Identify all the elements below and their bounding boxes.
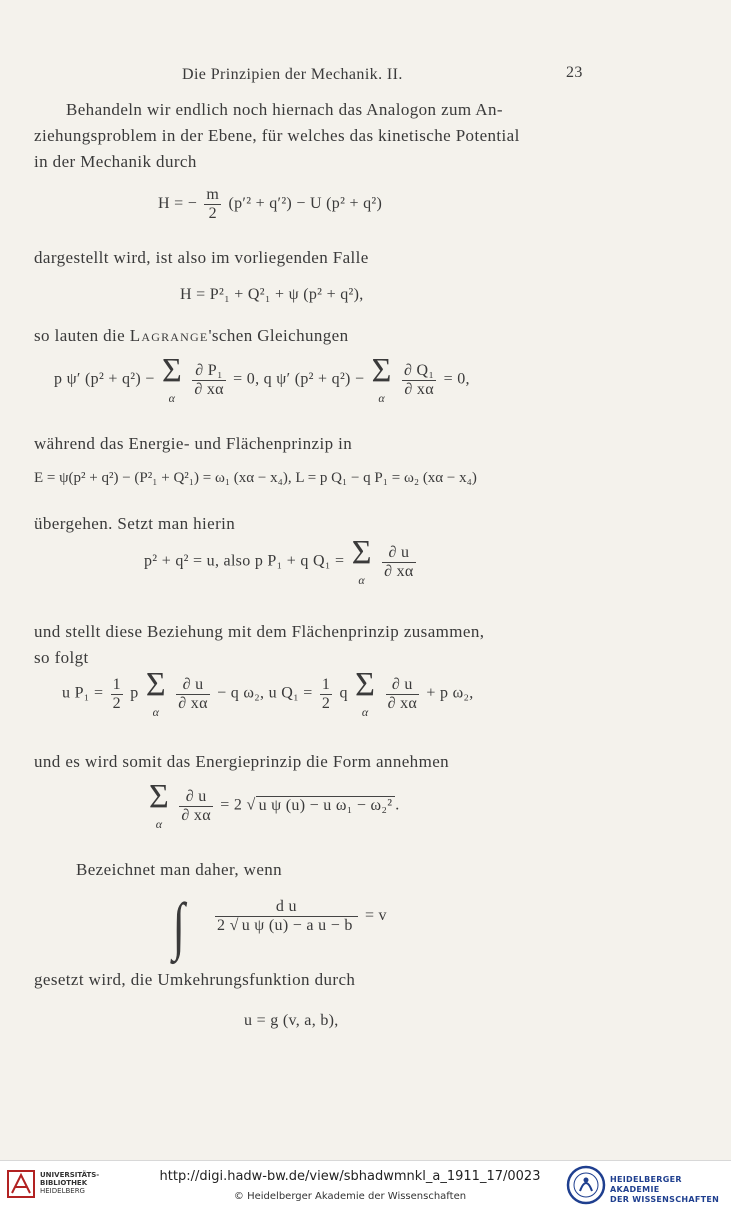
equation-text: = 2 [220, 796, 243, 814]
equation-hamiltonian [158, 186, 382, 223]
fraction [111, 676, 123, 713]
sigma-symbol: Σ [351, 534, 372, 571]
fraction [215, 898, 358, 935]
sum-index: α [168, 391, 176, 405]
equation-energy-form [146, 778, 400, 831]
sigma-symbol: Σ [371, 352, 392, 389]
denominator: ∂ xα [384, 562, 414, 580]
logo-line: BIBLIOTHEK [40, 1179, 88, 1187]
sqrt-radicand: u ψ (u) − u ω₁ − ω₂² [256, 796, 396, 814]
paragraph-line: ziehungsproblem in der Ebene, für welches das kinetische Potential [34, 126, 520, 145]
sum-index: α [378, 391, 385, 405]
sqrt-sign: √ [246, 796, 256, 814]
sum-index: α [155, 817, 163, 831]
equation-substitution [144, 534, 419, 587]
paragraph-line: Behandeln wir endlich noch hiernach das Analogon zum An- [66, 100, 503, 119]
fraction [320, 676, 332, 713]
sigma-symbol: Σ [145, 666, 166, 703]
numerator: ∂ P₁ [192, 362, 226, 381]
equation-text: . [395, 796, 400, 814]
equation-text: q [339, 684, 348, 702]
fraction [382, 544, 416, 581]
equation-lagrange [54, 352, 470, 405]
equation-inverse: u = g (v, a, b), [244, 1012, 339, 1029]
source-url-link[interactable]: http://digi.hadw-bw.de/view/sbhadwmnkl_a_1911_17/0023 [159, 1169, 541, 1184]
numerator: d u [215, 898, 358, 917]
sum-index: α [152, 705, 160, 719]
running-header: Die Prinzipien der Mechanik. II. [182, 66, 403, 83]
equation-text: + p ω₂, [426, 684, 474, 702]
logo-line: UNIVERSITÄTS- [40, 1171, 100, 1179]
coefficient: 2 [217, 917, 226, 934]
fraction [204, 186, 221, 223]
equation-text: p² + q² = u, also p P₁ + q Q₁ = [144, 552, 345, 570]
denominator: 2 [112, 694, 121, 712]
sum-index: α [358, 573, 366, 587]
university-library-name [40, 1171, 99, 1195]
equation-text: p [130, 684, 139, 702]
paragraph-line: übergehen. Setzt man hierin [34, 514, 236, 533]
denominator: 2 [208, 205, 217, 222]
denominator: 2 [321, 694, 331, 712]
numerator: ∂ u [176, 676, 210, 695]
summation [145, 666, 166, 719]
paragraph-line: und stellt diese Beziehung mit dem Flächenprinzip zusammen, [34, 622, 485, 641]
fraction [386, 676, 420, 713]
sqrt-radicand: u ψ (u) − a u − b [239, 916, 356, 934]
viewer-footer [0, 1160, 731, 1209]
logo-line: DER WISSENSCHAFTEN [610, 1195, 720, 1204]
logo-line: HEIDELBERGER AKADEMIE [610, 1175, 682, 1194]
equation-text: = 0, [443, 370, 470, 388]
summation [149, 778, 170, 831]
numerator: ∂ Q₁ [404, 361, 435, 379]
equation-text: H = − [158, 195, 198, 213]
academy-name [610, 1175, 731, 1205]
equation-text: p ψ′ (p² + q²) − [54, 370, 155, 388]
equation-energy-h: H = P²₁ + Q²₁ + ψ (p² + q²), [180, 286, 364, 303]
paragraph-line: Bezeichnet man daher, wenn [76, 860, 283, 879]
paragraph-line: so folgt [34, 648, 89, 667]
paragraph-line: und es wird somit das Energieprinzip die Form annehmen [34, 752, 450, 771]
paragraph-line [34, 326, 349, 346]
denominator: 2 √ u ψ (u) − a u − b [215, 917, 358, 935]
copyright-notice: © Heidelberger Akademie der Wissenschaften [233, 1191, 467, 1202]
paragraph-line: gesetzt wird, die Umkehrungsfunktion durch [34, 970, 356, 989]
page-number: 23 [566, 64, 583, 81]
equation-text: (p′² + q′²) − U (p² + q²) [228, 195, 383, 213]
denominator: ∂ xα [181, 806, 211, 824]
numerator: ∂ u [386, 676, 420, 695]
numerator: m [206, 186, 220, 203]
equation-follows [62, 666, 474, 719]
equation-integral [212, 898, 387, 935]
equation-text: = 0, q ψ′ (p² + q²) − [233, 370, 365, 388]
denominator: ∂ xα [178, 694, 208, 712]
equation-text: − q ω₂, u Q₁ = [217, 684, 313, 702]
fraction [176, 676, 210, 713]
summation [351, 534, 372, 587]
summation [355, 666, 376, 719]
logo-line: HEIDELBERG [40, 1187, 85, 1195]
integral-symbol: ∫ [172, 890, 185, 961]
fraction [179, 788, 213, 825]
numerator: 1 [112, 675, 121, 693]
equation-text: u P₁ = [62, 684, 104, 702]
numerator: 1 [321, 675, 331, 693]
fraction [402, 362, 436, 399]
denominator: ∂ xα [404, 380, 434, 398]
text-span: 'schen Gleichungen [208, 326, 349, 345]
denominator: ∂ xα [194, 380, 224, 398]
paragraph-line: dargestellt wird, ist also im vorliegenden Falle [34, 248, 369, 267]
sigma-symbol: Σ [161, 352, 183, 389]
equation-energy-area: E = ψ(p² + q²) − (P²₁ + Q²₁) = ω₁ (xα − x₄), L = p Q₁ − q P₁ = ω₂ (xα − x₄) [34, 470, 477, 486]
sigma-symbol: Σ [355, 666, 376, 703]
sum-index: α [361, 705, 369, 719]
university-library-logo-icon [6, 1167, 36, 1201]
paragraph-line: während das Energie- und Flächenprinzip in [34, 434, 353, 453]
text-span: so lauten die [34, 326, 130, 345]
summation [161, 352, 183, 405]
numerator: ∂ u [382, 544, 416, 563]
numerator: ∂ u [179, 788, 213, 807]
denominator: ∂ xα [387, 694, 418, 712]
paragraph-line: in der Mechanik durch [34, 152, 197, 171]
sigma-symbol: Σ [149, 778, 170, 815]
fraction [192, 362, 226, 399]
academy-seal-icon [566, 1165, 606, 1205]
equation-text: = v [364, 907, 387, 925]
author-name: Lagrange [129, 326, 209, 345]
summation [371, 352, 392, 405]
